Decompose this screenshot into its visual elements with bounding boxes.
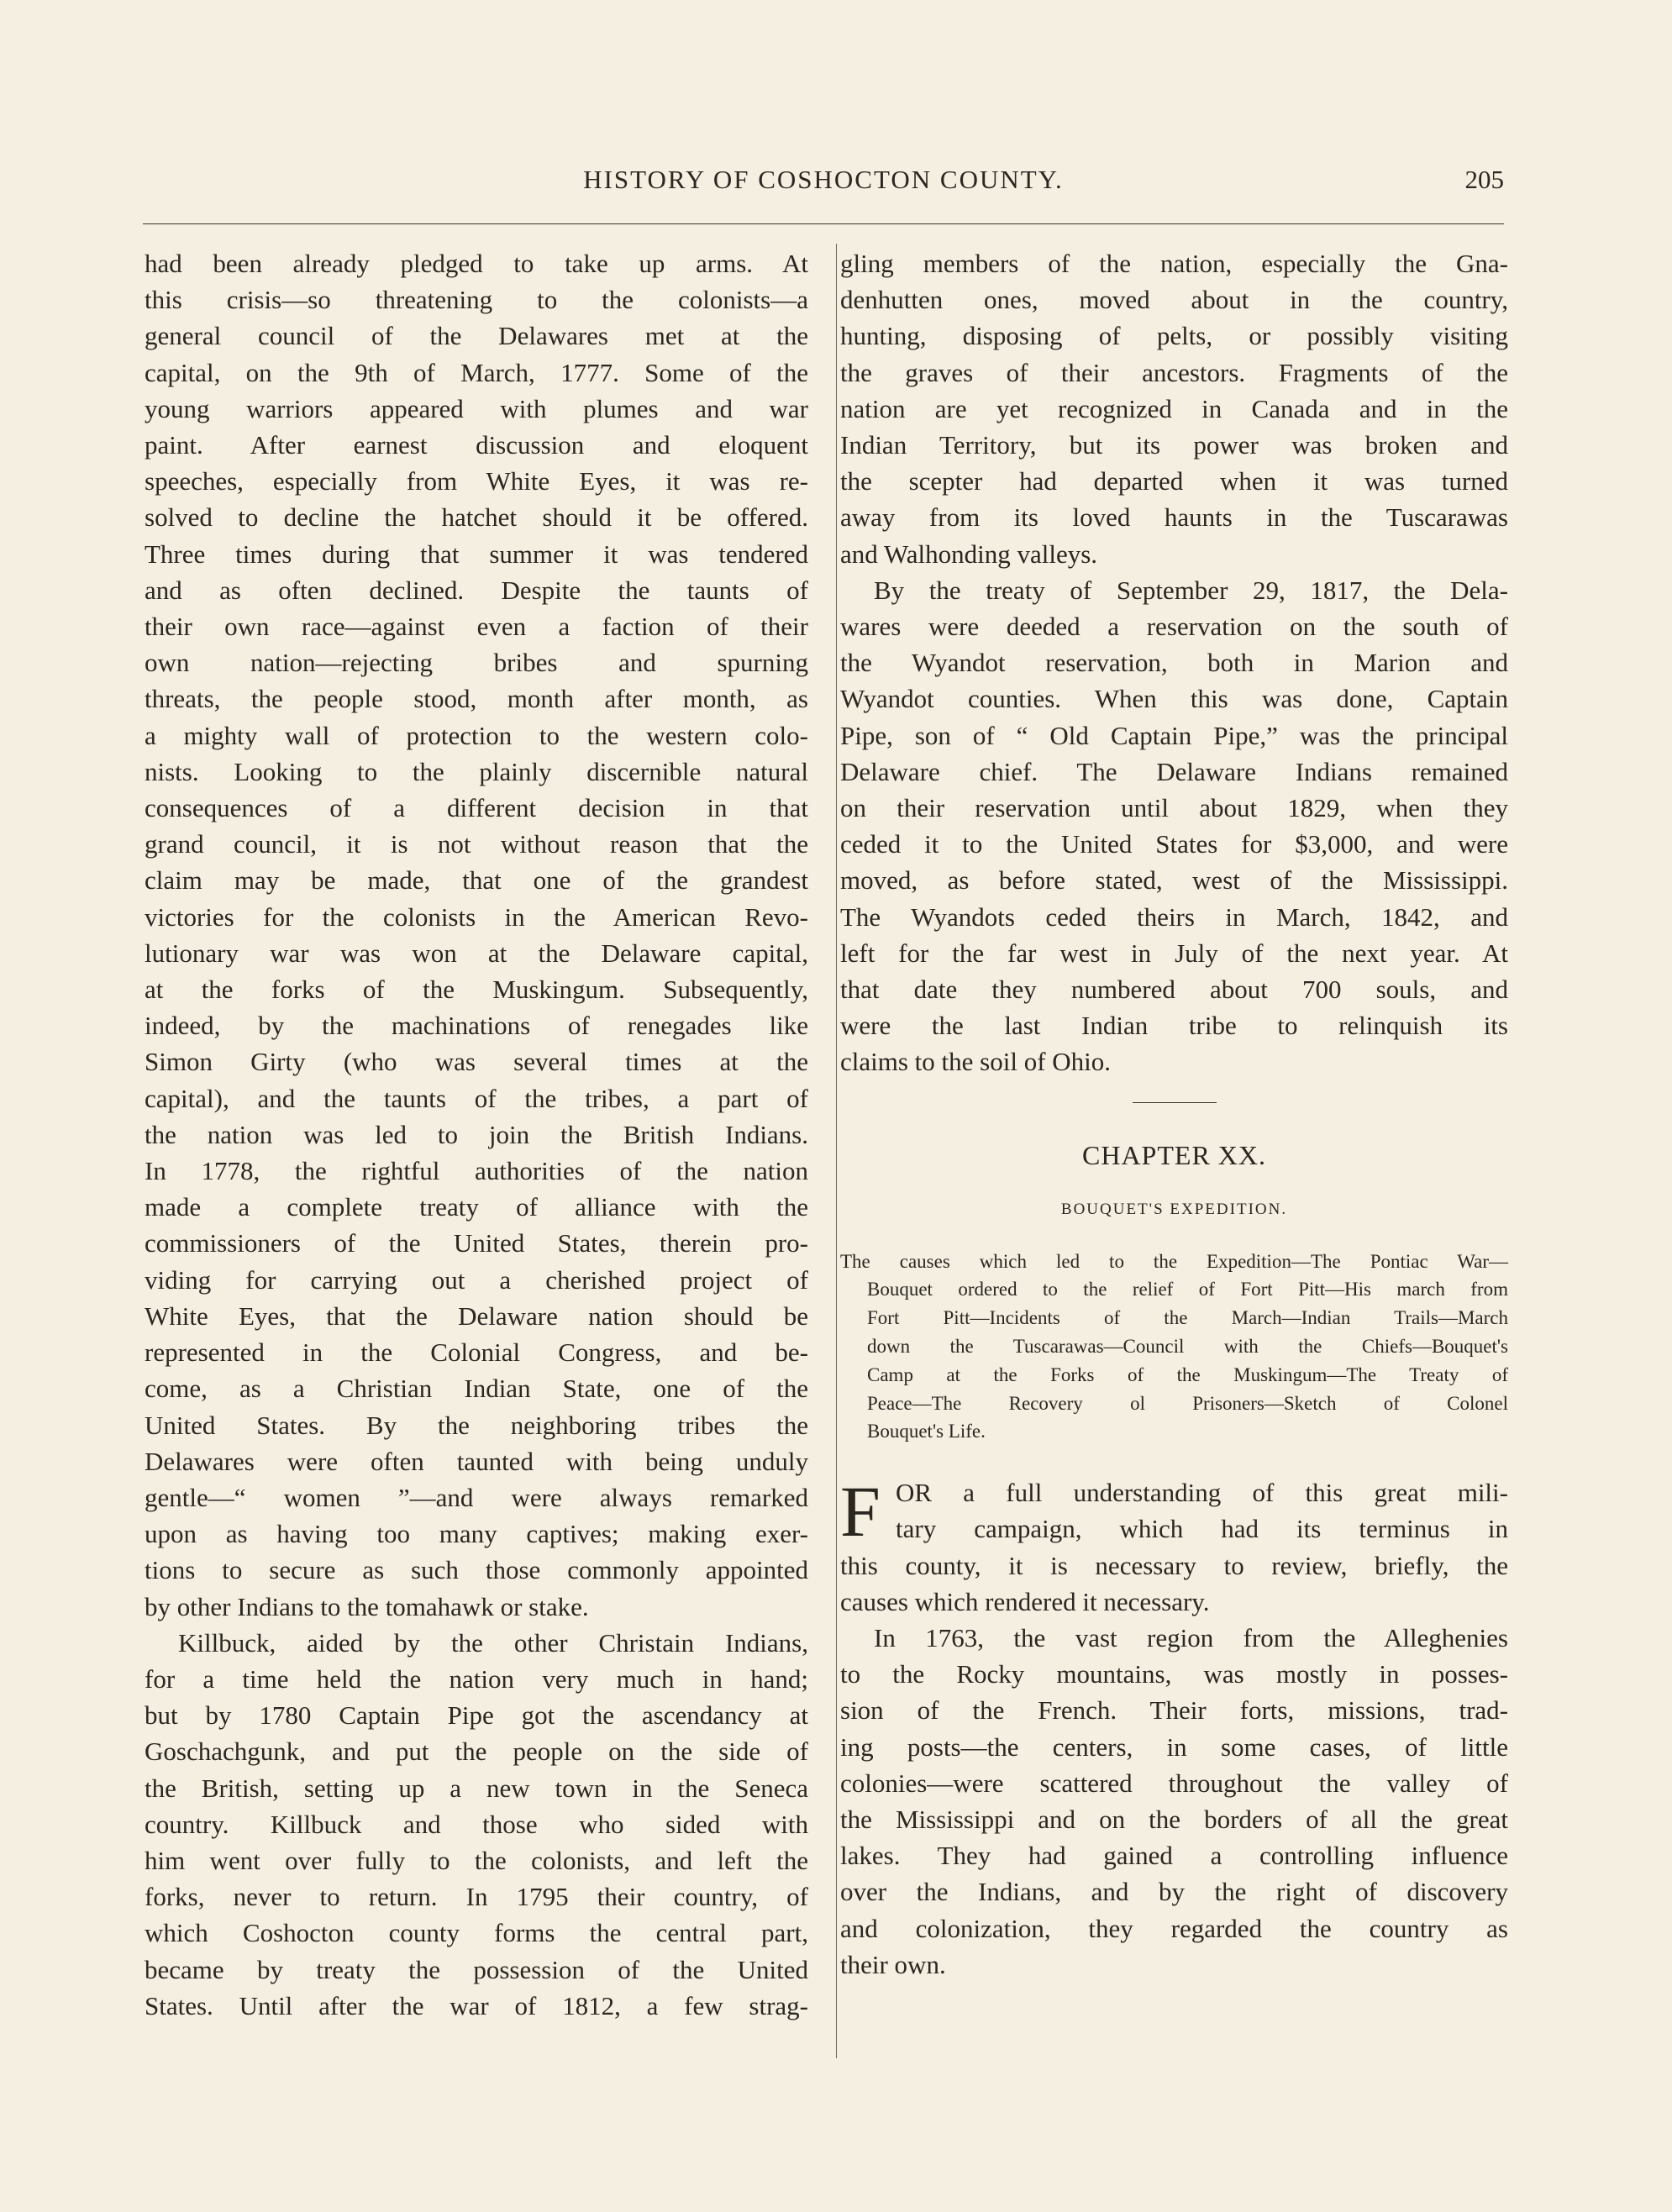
text-line: Delaware chief. The Delaware Indians remained bbox=[840, 756, 1508, 786]
text-line: this county, it is necessary to review, briefly, the bbox=[840, 1550, 1508, 1580]
header-rule bbox=[143, 223, 1504, 224]
text-line: gentle—“ women ”—and were always remarked bbox=[145, 1482, 808, 1512]
text-line: By the treaty of September 29, 1817, the Dela- bbox=[874, 575, 1508, 605]
synopsis-line: Fort Pitt—Incidents of the March—Indian Trails—March bbox=[867, 1307, 1508, 1329]
text-line: White Eyes, that the Delaware nation should be bbox=[145, 1300, 808, 1331]
text-line: for a time held the nation very much in hand; bbox=[145, 1663, 808, 1694]
text-line: became by treaty the possession of the United bbox=[145, 1954, 808, 1984]
text-line: The Wyandots ceded theirs in March, 1842, and bbox=[840, 901, 1508, 932]
text-line: forks, never to return. In 1795 their country, of bbox=[145, 1882, 808, 1912]
text-line: causes which rendered it necessary. bbox=[840, 1586, 1210, 1616]
text-line: come, as a Christian Indian State, one of the bbox=[145, 1374, 808, 1404]
text-line: and Walhonding valleys. bbox=[840, 539, 1098, 569]
text-line: their own. bbox=[840, 1949, 946, 1979]
dropcap-paragraph bbox=[840, 1471, 1508, 1553]
text-line: left for the far west in July of the next year. At bbox=[840, 938, 1508, 968]
text-line: lakes. They had gained a controlling influence bbox=[840, 1841, 1508, 1871]
synopsis-line: The causes which led to the Expedition—The Pontiac War— bbox=[840, 1250, 1508, 1272]
synopsis-line: Bouquet's Life. bbox=[867, 1421, 986, 1442]
text-line: by other Indians to the tomahawk or stake. bbox=[145, 1591, 589, 1621]
text-line: on their reservation until about 1829, when they bbox=[840, 793, 1508, 823]
text-line: solved to decline the hatchet should it be offered. bbox=[145, 502, 808, 533]
text-line: States. Until after the war of 1812, a few strag- bbox=[145, 1990, 808, 2020]
text-line: denhutten ones, moved about in the country, bbox=[840, 285, 1508, 315]
text-line: indeed, by the machinations of renegades like bbox=[145, 1011, 808, 1041]
text-line: their own race—against even a faction of their bbox=[145, 612, 808, 642]
text-line: colonies—were scattered throughout the valley of bbox=[840, 1768, 1508, 1798]
text-line: general council of the Delawares met at the bbox=[145, 321, 808, 351]
section-rule bbox=[1133, 1102, 1217, 1103]
text-line: grand council, it is not without reason that the bbox=[145, 829, 808, 859]
text-line: had been already pledged to take up arms. At bbox=[145, 249, 808, 278]
text-line: Indian Territory, but its power was broken and bbox=[840, 430, 1508, 460]
right-column bbox=[840, 245, 1508, 1983]
synopsis-line: Peace—The Recovery ol Prisoners—Sketch of Colonel bbox=[867, 1392, 1508, 1414]
text-line: young warriors appeared with plumes and war bbox=[145, 393, 808, 423]
text-line: away from its loved haunts in the Tuscarawas bbox=[840, 502, 1508, 533]
text-line: Three times during that summer it was tendered bbox=[145, 539, 808, 569]
text-line: speeches, especially from White Eyes, it was re- bbox=[145, 466, 808, 497]
text-line: capital, on the 9th of March, 1777. Some of the bbox=[145, 357, 808, 387]
text-line: nists. Looking to the plainly discernible natural bbox=[145, 756, 808, 786]
text-line: Goschachgunk, and put the people on the side of bbox=[145, 1736, 808, 1767]
text-line: at the forks of the Muskingum. Subsequently, bbox=[145, 975, 808, 1005]
text-line: country. Killbuck and those who sided with bbox=[145, 1809, 808, 1839]
text-line: the British, setting up a new town in the Seneca bbox=[145, 1773, 808, 1803]
text-line: In 1778, the rightful authorities of the nation bbox=[145, 1156, 808, 1186]
synopsis-line: Bouquet ordered to the relief of Fort Pitt—His march from bbox=[867, 1279, 1508, 1300]
right-column-text bbox=[840, 245, 1508, 1080]
text-line: capital), and the taunts of the tribes, a part of bbox=[145, 1083, 808, 1113]
text-line: and colonization, they regarded the country as bbox=[840, 1913, 1508, 1943]
text-line: own nation—rejecting bribes and spurning bbox=[145, 648, 808, 678]
text-line: represented in the Colonial Congress, and be- bbox=[145, 1337, 808, 1368]
text-line: United States. By the neighboring tribes the bbox=[145, 1410, 808, 1440]
text-line: that date they numbered about 700 souls, and bbox=[840, 975, 1508, 1005]
text-line: victories for the colonists in the American Revo- bbox=[145, 901, 808, 932]
text-line: the Mississippi and on the borders of all the great bbox=[840, 1805, 1508, 1835]
text-line: the scepter had departed when it was turned bbox=[840, 466, 1508, 497]
text-line: which Coshocton county forms the central part, bbox=[145, 1918, 808, 1948]
text-line: him went over fully to the colonists, and left the bbox=[145, 1845, 808, 1875]
text-line: ceded it to the United States for $3,000, and were bbox=[840, 829, 1508, 859]
synopsis-line: down the Tuscarawas—Council with the Chiefs—Bouquet's bbox=[867, 1336, 1508, 1358]
text-line: viding for carrying out a cherished project of bbox=[145, 1264, 808, 1295]
text-line: the Wyandot reservation, both in Marion and bbox=[840, 648, 1508, 678]
chapter-synopsis bbox=[840, 1248, 1508, 1447]
text-line: threats, the people stood, month after month, as bbox=[145, 684, 808, 714]
text-line: over the Indians, and by the right of discovery bbox=[840, 1877, 1508, 1907]
drop-cap-letter: F bbox=[840, 1471, 881, 1553]
text-line: and as often declined. Despite the taunts of bbox=[145, 575, 808, 605]
text-line: to the Rocky mountains, was mostly in posses- bbox=[840, 1659, 1508, 1689]
page-header bbox=[143, 165, 1504, 207]
text-line: made a complete treaty of alliance with the bbox=[145, 1192, 808, 1222]
chapter-title: CHAPTER XX. bbox=[1081, 1139, 1266, 1170]
text-line: consequences of a different decision in that bbox=[145, 793, 808, 823]
text-line: Simon Girty (who was several times at the bbox=[145, 1047, 808, 1077]
text-line: hunting, disposing of pelts, or possibly visiting bbox=[840, 321, 1508, 351]
text-line: gling members of the nation, especially the Gna- bbox=[840, 249, 1508, 278]
text-line: were the last Indian tribe to relinquish its bbox=[840, 1011, 1508, 1041]
text-line: moved, as before stated, west of the Mississippi. bbox=[840, 865, 1508, 896]
text-line: lutionary war was won at the Delaware capital, bbox=[145, 938, 808, 968]
text-line: the nation was led to join the British Indians. bbox=[145, 1119, 808, 1149]
running-title: HISTORY OF COSHOCTON COUNTY. bbox=[583, 165, 1064, 194]
text-line: upon as having too many captives; making exer- bbox=[145, 1519, 808, 1549]
text-line: commissioners of the United States, therein pro- bbox=[145, 1228, 808, 1258]
chapter-body bbox=[840, 1471, 1508, 1983]
text-line: ing posts—the centers, in some cases, of little bbox=[840, 1731, 1508, 1762]
text-line: Pipe, son of “ Old Captain Pipe,” was the principal bbox=[840, 720, 1508, 750]
text-line: OR a full understanding of this great mili- bbox=[896, 1478, 1508, 1508]
text-line: wares were deeded a reservation on the south of bbox=[840, 612, 1508, 642]
text-line: In 1763, the vast region from the Alleghenies bbox=[874, 1623, 1508, 1653]
text-line: but by 1780 Captain Pipe got the ascendancy at bbox=[145, 1700, 808, 1731]
page-number: 205 bbox=[1464, 165, 1504, 194]
text-line: tions to secure as such those commonly appointed bbox=[145, 1555, 808, 1585]
text-line: claim may be made, that one of the grandest bbox=[145, 865, 808, 896]
text-line: this crisis—so threatening to the colonists—a bbox=[145, 285, 808, 315]
text-line: a mighty wall of protection to the western colo- bbox=[145, 720, 808, 750]
text-line: tary campaign, which had its terminus in bbox=[896, 1514, 1508, 1544]
left-column bbox=[145, 245, 808, 2024]
text-line: the graves of their ancestors. Fragments of the bbox=[840, 357, 1508, 387]
text-line: paint. After earnest discussion and eloquent bbox=[145, 430, 808, 460]
text-line: Wyandot counties. When this was done, Captain bbox=[840, 684, 1508, 714]
text-line: Killbuck, aided by the other Christain Indians, bbox=[178, 1627, 808, 1658]
synopsis-line: Camp at the Forks of the Muskingum—The Treaty of bbox=[867, 1363, 1508, 1385]
text-line: nation are yet recognized in Canada and in the bbox=[840, 393, 1508, 423]
text-line: sion of the French. Their forts, missions, trad- bbox=[840, 1695, 1508, 1726]
chapter-subtitle: BOUQUET'S EXPEDITION. bbox=[1060, 1200, 1288, 1218]
text-line: claims to the soil of Ohio. bbox=[840, 1047, 1112, 1077]
column-divider bbox=[836, 244, 837, 2058]
text-line: Delawares were often taunted with being unduly bbox=[145, 1446, 808, 1476]
